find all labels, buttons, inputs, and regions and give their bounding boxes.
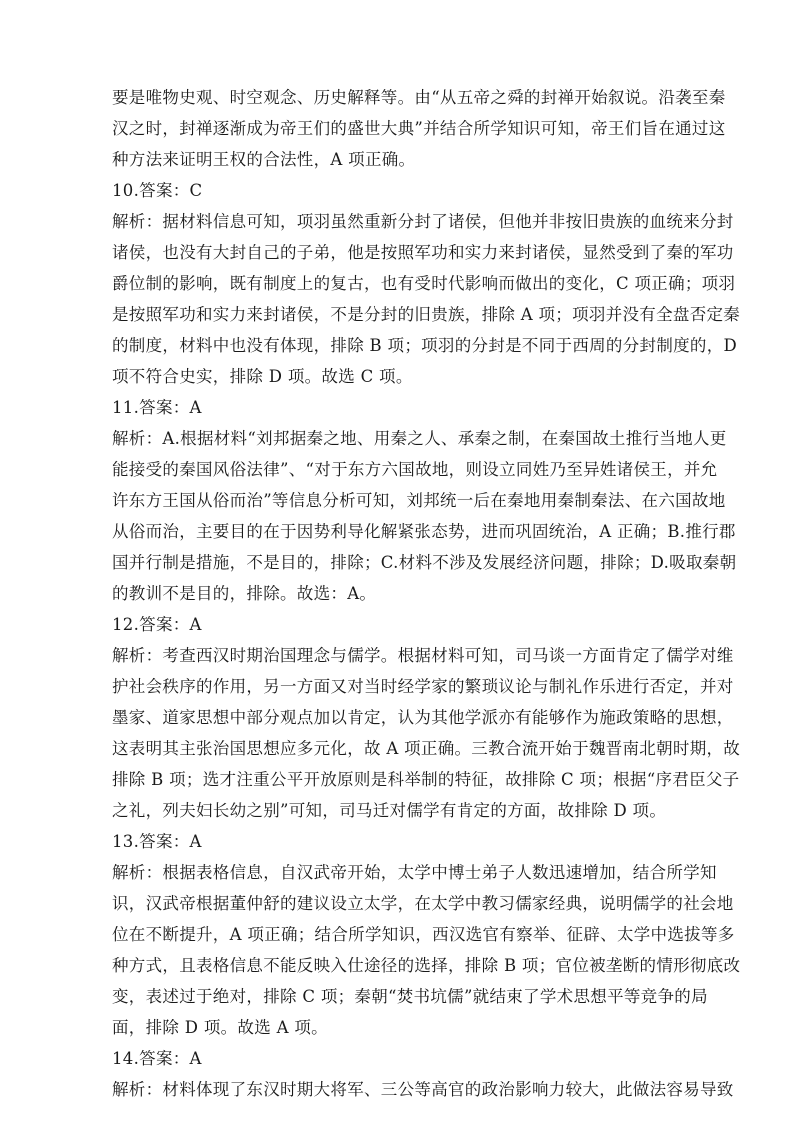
text-line: 许东方王国从俗而治”等信息分析可知，刘邦统一后在秦地用秦制秦法、在六国故地 — [112, 491, 726, 510]
text-line: 国并行制是措施，不是目的，排除；C.材料不涉及发展经济问题，排除；D.吸取秦朝 — [112, 553, 737, 572]
text-line: 解析：材料体现了东汉时期大将军、三公等高官的政治影响力较大，此做法容易导致 — [112, 1080, 734, 1099]
text-line: 解析：据材料信息可知，项羽虽然重新分封了诸侯，但他并非按旧贵族的血统来分封 — [112, 212, 734, 231]
text-line: 排除 B 项；选才注重公平开放原则是科举制的特征，故排除 C 项；根据“序君臣父子 — [112, 770, 740, 789]
answer-explanation-text — [112, 82, 741, 1105]
text-line: 这表明其主张治国思想应多元化，故 A 项正确。三教合流开始于魏晋南北朝时期，故 — [112, 739, 741, 758]
text-line: 之礼，列夫妇长幼之别”可知，司马迁对儒学有肯定的方面，故排除 D 项。 — [112, 801, 667, 820]
text-line: 解析：考查西汉时期治国理念与儒学。根据材料可知，司马谈一方面肯定了儒学对维 — [112, 646, 734, 665]
text-line: 解析：根据表格信息，自汉武帝开始，太学中博士弟子人数迅速增加，结合所学知 — [112, 863, 717, 882]
text-line: 种方式，且表格信息不能反映入仕途径的选择，排除 B 项；官位被垄断的情形彻底改 — [112, 956, 741, 975]
answer-heading-10: 10.答案：C — [112, 181, 203, 200]
text-line: 面，排除 D 项。故选 A 项。 — [112, 1018, 328, 1037]
answer-heading-12: 12.答案：A — [112, 615, 202, 634]
text-line: 的教训不是目的，排除。故选：A。 — [112, 584, 377, 603]
text-line: 的制度，材料中也没有体现，排除 B 项；项羽的分封是不同于西周的分封制度的，D — [112, 336, 738, 355]
text-line: 种方法来证明王权的合法性，A 项正确。 — [112, 150, 416, 169]
text-line: 护社会秩序的作用，另一方面又对当时经学家的繁琐议论与制礼作乐进行否定，并对 — [112, 677, 734, 696]
text-line: 是按照军功和实力来封诸侯，不是分封的旧贵族，排除 A 项；项羽并没有全盘否定秦 — [112, 305, 741, 324]
answer-heading-11: 11.答案：A — [112, 398, 202, 417]
answer-heading-14: 14.答案：A — [112, 1049, 202, 1068]
text-line: 识，汉武帝根据董仲舒的建议设立太学，在太学中教习儒家经典，说明儒学的社会地 — [112, 894, 734, 913]
text-line: 墨家、道家思想中部分观点加以肯定，认为其他学派亦有能够作为施政策略的思想， — [112, 708, 734, 727]
text-line: 从俗而治，主要目的在于因势利导化解紧张态势，进而巩固统治，A 正确；B.推行郡 — [112, 522, 736, 541]
text-line: 项不符合史实，排除 D 项。故选 C 项。 — [112, 367, 413, 386]
text-line: 位在不断提升，A 项正确；结合所学知识，西汉选官有察举、征辟、太学中选拔等多 — [112, 925, 735, 944]
text-line: 爵位制的影响，既有制度上的复古，也有受时代影响而做出的变化，C 项正确；项羽 — [112, 274, 736, 293]
text-line: 解析：A.根据材料“刘邦据秦之地、用秦之人、承秦之制，在秦国故土推行当地人更 — [112, 429, 727, 448]
answer-heading-13: 13.答案：A — [112, 832, 202, 851]
text-line: 能接受的秦国风俗法律”、“对于东方六国故地，则设立同姓乃至异姓诸侯王，并允 — [112, 460, 718, 479]
text-line: 诸侯，也没有大封自己的子弟，他是按照军功和实力来封诸侯，显然受到了秦的军功 — [112, 243, 734, 262]
text-line: 汉之时，封禅逐渐成为帝王们的盛世大典”并结合所学知识可知，帝王们旨在通过这 — [112, 119, 726, 138]
text-line: 变，表述过于绝对，排除 C 项；秦朝“焚书坑儒”就结束了学术思想平等竞争的局 — [112, 987, 708, 1006]
text-line: 要是唯物史观、时空观念、历史解释等。由“从五帝之舜的封禅开始叙说。沿袭至秦 — [112, 88, 726, 107]
